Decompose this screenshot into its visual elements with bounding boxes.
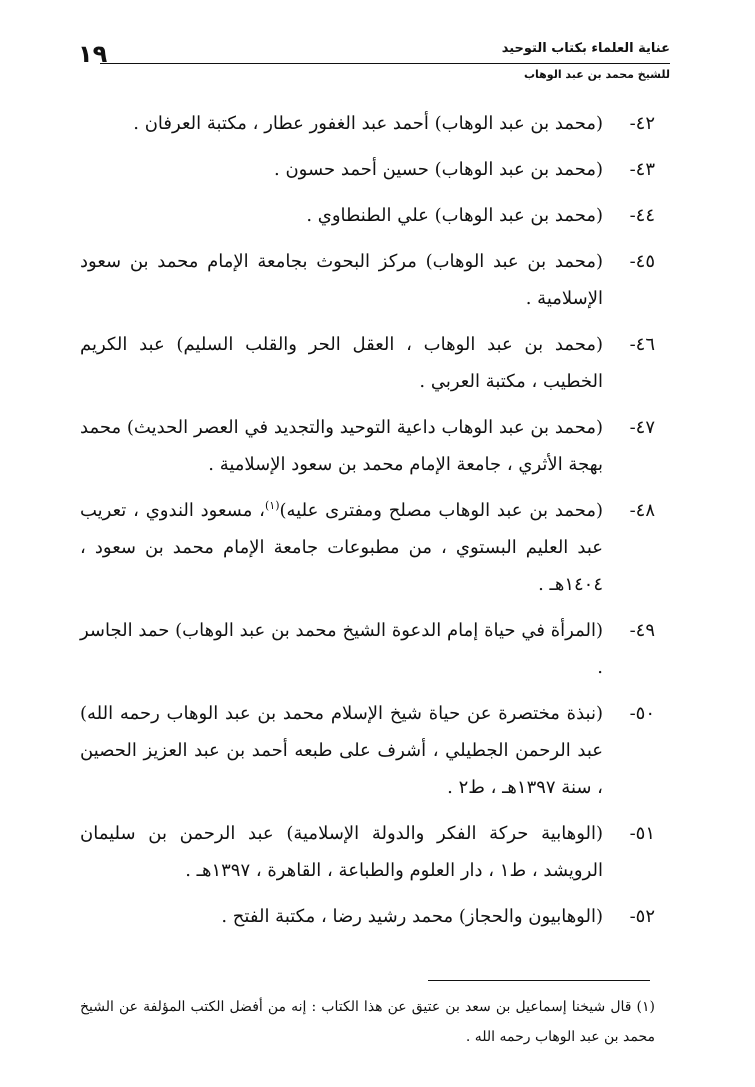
entry-number: ٤٣-: [629, 159, 655, 180]
entry-number: ٤٢-: [629, 113, 655, 134]
list-item: [80, 151, 655, 188]
list-item: [80, 197, 655, 234]
running-header: [70, 36, 670, 86]
entry-number: ٤٦-: [629, 334, 655, 355]
entry-text-rest: ، مسعود الندوي ، تعريب عبد العليم البستوي ، من مطبوعات جامعة الإمام محمد بن سعود ، ١٤٠٤هـ .: [80, 500, 603, 595]
entry-number: ٥١-: [629, 823, 655, 844]
entry-text: (الوهابية حركة الفكر والدولة الإسلامية) عبد الرحمن بن سليمان الرويشد ، ط١ ، دار العلوم والطباعة ، القاهرة ، ١٣٩٧هـ .: [80, 823, 603, 881]
entry-text: (محمد بن عبد الوهاب ، العقل الحر والقلب السليم) عبد الكريم الخطيب ، مكتبة العربي .: [80, 334, 603, 392]
entry-number: ٥٢-: [629, 906, 655, 927]
entry-text: (محمد بن عبد الوهاب) حسين أحمد حسون .: [274, 159, 603, 180]
list-item: [80, 243, 655, 317]
page-number: ١٩: [78, 40, 108, 68]
entry-text-title: (محمد بن عبد الوهاب مصلح ومفترى عليه): [279, 500, 603, 521]
footnote-marker: (١): [264, 499, 280, 512]
entry-text: (الوهابيون والحجاز) محمد رشيد رضا ، مكتبة الفتح .: [221, 906, 603, 927]
list-item: [80, 105, 655, 142]
list-item: [80, 492, 655, 603]
entry-number: ٤٤-: [629, 205, 655, 226]
list-item: [80, 898, 655, 935]
list-item: [80, 326, 655, 400]
entry-text: (محمد بن عبد الوهاب) أحمد عبد الغفور عطار ، مكتبة العرفان .: [133, 113, 603, 134]
list-item: [80, 612, 655, 686]
entry-text: (المرأة في حياة إمام الدعوة الشيخ محمد بن عبد الوهاب) حمد الجاسر .: [80, 620, 603, 678]
bibliography-list: [80, 105, 655, 944]
entry-number: ٤٩-: [629, 620, 655, 641]
list-item: [80, 815, 655, 889]
header-rule: [100, 63, 670, 64]
footnote: (١) قال شيخنا إسماعيل بن سعد بن عتيق عن هذا الكتاب : إنه من أفضل الكتب المؤلفة عن الشيخ محمد بن عبد الوهاب رحمه الله .: [80, 999, 655, 1045]
entry-text: (محمد بن عبد الوهاب) مركز البحوث بجامعة الإمام محمد بن سعود الإسلامية .: [80, 251, 603, 309]
entry-text: [80, 500, 603, 595]
header-subtitle: للشيخ محمد بن عبد الوهاب: [523, 68, 670, 81]
list-item: [80, 695, 655, 806]
entry-text: (محمد بن عبد الوهاب) علي الطنطاوي .: [306, 205, 603, 226]
list-item: [80, 409, 655, 483]
entry-number: ٤٨-: [629, 500, 655, 521]
entry-text: (نبذة مختصرة عن حياة شيخ الإسلام محمد بن عبد الوهاب رحمه الله) عبد الرحمن الجطيلي ، أشرف على طبعه أحمد بن عبد العزيز الحصين ، سنة ١٣٩٧هـ ، ط٢ .: [80, 703, 603, 798]
entry-text: (محمد بن عبد الوهاب داعية التوحيد والتجديد في العصر الحديث) محمد بهجة الأثري ، جامعة الإمام محمد بن سعود الإسلامية .: [80, 417, 603, 475]
entry-number: ٥٠-: [629, 703, 655, 724]
footnote-rule: [428, 980, 650, 981]
entry-number: ٤٥-: [629, 251, 655, 272]
header-title: عناية العلماء بكتاب التوحيد: [501, 41, 670, 56]
entry-number: ٤٧-: [629, 417, 655, 438]
